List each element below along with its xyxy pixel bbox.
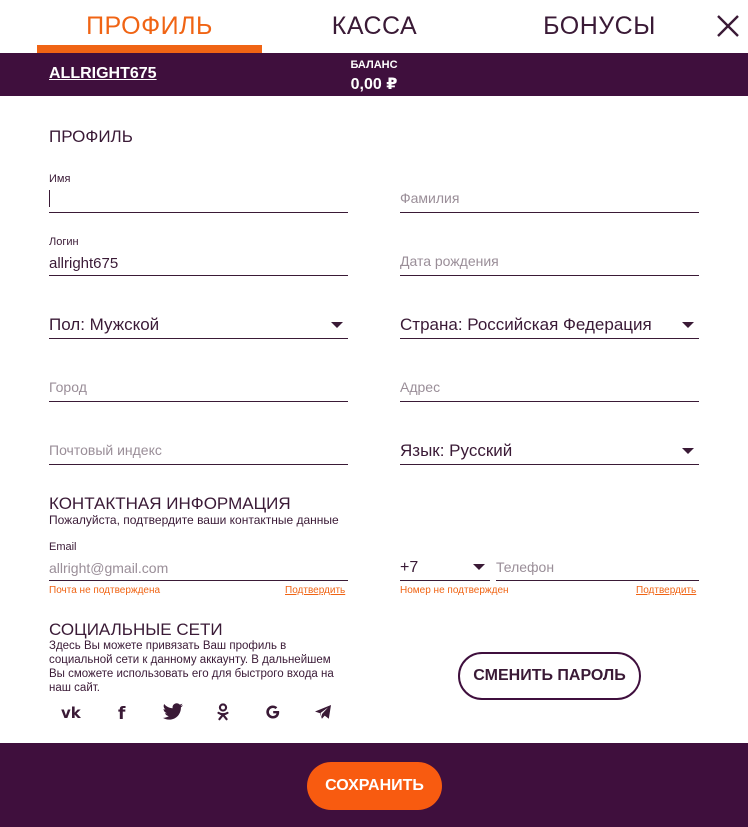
language-value: Язык: Русский [400, 441, 513, 460]
email-label: Email [49, 541, 77, 553]
last-name-placeholder: Фамилия [400, 190, 460, 206]
close-icon [714, 12, 742, 40]
tab-kassa[interactable] [262, 0, 487, 53]
phone-status: Номер не подтвержден [400, 585, 509, 596]
address-placeholder: Адрес [400, 379, 441, 395]
chevron-down-icon [682, 322, 694, 328]
user-bar [0, 53, 748, 96]
vk-icon[interactable] [60, 700, 86, 724]
email-confirm-link[interactable]: Подтвердить [285, 585, 346, 596]
first-name-field[interactable] [49, 173, 348, 213]
country-select[interactable] [400, 299, 699, 339]
contacts-subtitle: Пожалуйста, подтвердите ваши контактные данные [49, 513, 339, 527]
facebook-icon[interactable] [110, 700, 136, 724]
profile-section-title: ПРОФИЛЬ [49, 127, 133, 146]
twitter-icon[interactable] [160, 700, 186, 724]
close-button[interactable] [714, 12, 742, 40]
telegram-icon[interactable] [310, 700, 336, 724]
login-label: Логин [49, 236, 79, 248]
address-field[interactable] [400, 362, 699, 402]
email-field[interactable] [49, 541, 348, 581]
gender-select[interactable] [49, 299, 348, 339]
social-description: Здесь Вы можете привязать Ваш профиль в социальной сети к данному аккаунту. В дальнейшем Вы сможете использовать его для быстрого входа на наш сайт. [49, 640, 334, 694]
tab-bonus[interactable] [487, 0, 712, 53]
city-field[interactable] [49, 362, 348, 402]
city-placeholder: Город [49, 379, 87, 395]
gender-value: Пол: Мужской [49, 315, 160, 334]
balance-value: 0,00 ₽ [350, 76, 398, 93]
phone-code-select[interactable] [400, 541, 490, 581]
language-select[interactable] [400, 425, 699, 465]
first-name-label: Имя [49, 173, 71, 185]
google-icon[interactable] [260, 700, 286, 724]
postal-code-placeholder: Почтовый индекс [49, 442, 162, 458]
tab-profile[interactable] [37, 0, 262, 53]
tab-bar [0, 0, 748, 53]
username-link[interactable]: ALLRIGHT675 [49, 65, 157, 82]
change-password-label: СМЕНИТЬ ПАРОЛЬ [473, 667, 626, 684]
postal-code-field[interactable] [49, 425, 348, 465]
chevron-down-icon [331, 322, 343, 328]
email-status: Почта не подтверждена [49, 585, 161, 596]
login-value: allright675 [49, 255, 119, 272]
tab-kassa-label: КАССА [331, 12, 418, 40]
birth-date-field[interactable] [400, 236, 699, 276]
text-cursor [49, 190, 50, 207]
social-section-title: СОЦИАЛЬНЫЕ СЕТИ [49, 620, 223, 639]
birth-date-placeholder: Дата рождения [400, 253, 499, 269]
tab-bonus-label: БОНУСЫ [543, 12, 656, 40]
contacts-section-title: КОНТАКТНАЯ ИНФОРМАЦИЯ [49, 494, 291, 513]
email-placeholder: allright@gmail.com [49, 560, 169, 576]
chevron-down-icon [682, 448, 694, 454]
odnoklassniki-icon[interactable] [210, 700, 236, 724]
chevron-down-icon [473, 564, 485, 570]
balance-label: БАЛАНС [350, 59, 398, 71]
footer-bar [0, 743, 748, 827]
login-field[interactable] [49, 236, 348, 276]
svg-text:f: f [118, 704, 126, 721]
tab-profile-label: ПРОФИЛЬ [86, 12, 213, 40]
country-value: Страна: Российская Федерация [400, 315, 652, 334]
phone-confirm-link[interactable]: Подтвердить [636, 585, 697, 596]
change-password-button[interactable] [458, 652, 641, 700]
svg-text:vk: vk [61, 704, 81, 720]
phone-placeholder: Телефон [496, 559, 555, 575]
phone-field[interactable] [496, 541, 699, 581]
phone-code-value: +7 [400, 559, 419, 576]
save-button[interactable] [307, 762, 442, 810]
last-name-field[interactable] [400, 173, 699, 213]
save-label: СОХРАНИТЬ [325, 777, 424, 794]
